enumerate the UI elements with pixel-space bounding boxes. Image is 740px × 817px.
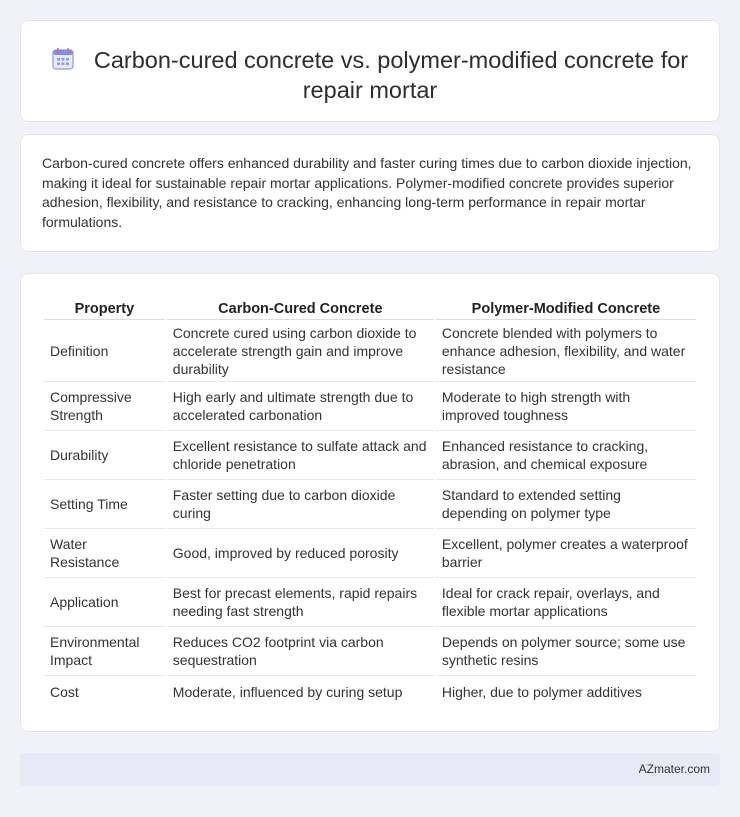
page-title: Carbon-cured concrete vs. polymer-modified concrete for repair mortar	[93, 47, 689, 103]
table-row	[44, 676, 696, 707]
row-polymer-modified: Moderate to high strength with improved toughness	[436, 382, 696, 431]
table-row	[44, 320, 696, 382]
row-property: Setting Time	[44, 480, 165, 529]
header-polymer-modified: Polymer-Modified Concrete	[436, 296, 696, 320]
table-row	[44, 382, 696, 431]
title-card	[20, 20, 720, 122]
row-property: Compressive Strength	[44, 382, 165, 431]
calendar-icon	[52, 47, 74, 69]
row-polymer-modified: Higher, due to polymer additives	[441, 683, 642, 700]
row-carbon-cured: Faster setting due to carbon dioxide curing	[167, 480, 434, 529]
footer-bar	[20, 753, 720, 786]
row-polymer-modified: Concrete blended with polymers to enhance adhesion, flexibility, and water resistance	[436, 320, 696, 382]
table-row	[44, 578, 696, 627]
page-title-wrap	[21, 45, 719, 105]
row-property: Cost	[50, 683, 79, 700]
row-polymer-modified: Excellent, polymer creates a waterproof barrier	[436, 529, 696, 578]
table-row	[44, 627, 696, 676]
row-polymer-modified: Standard to extended setting depending on polymer type	[436, 480, 696, 529]
intro-card	[20, 134, 720, 252]
comparison-table	[42, 296, 698, 707]
row-polymer-modified: Enhanced resistance to cracking, abrasion, and chemical exposure	[436, 431, 696, 480]
row-carbon-cured: High early and ultimate strength due to accelerated carbonation	[167, 382, 434, 431]
row-property: Environmental Impact	[44, 627, 165, 676]
table-card	[20, 273, 720, 732]
row-property: Application	[44, 578, 165, 627]
intro-paragraph: Carbon-cured concrete offers enhanced durability and faster curing times due to carbon dioxide injection, making it ideal for sustainable repair mortar applications. Polymer-modified concrete provides superior adhesion, flexibility, and resistance to cracking, enhancing long-term performance in repair mortar formulations.	[42, 155, 692, 230]
row-carbon-cured: Moderate, influenced by curing setup	[172, 683, 403, 700]
row-property: Definition	[44, 320, 165, 382]
table-row	[44, 431, 696, 480]
table-row	[44, 529, 696, 578]
row-carbon-cured: Best for precast elements, rapid repairs needing fast strength	[167, 578, 434, 627]
header-carbon-cured: Carbon-Cured Concrete	[167, 296, 434, 320]
row-property: Durability	[44, 431, 165, 480]
row-carbon-cured: Concrete cured using carbon dioxide to accelerate strength gain and improve durability	[167, 320, 434, 382]
row-carbon-cured: Reduces CO2 footprint via carbon sequestration	[167, 627, 434, 676]
row-polymer-modified: Depends on polymer source; some use synthetic resins	[436, 627, 696, 676]
row-polymer-modified: Ideal for crack repair, overlays, and flexible mortar applications	[436, 578, 696, 627]
table-row	[44, 480, 696, 529]
row-property: Water Resistance	[44, 529, 165, 578]
header-property: Property	[44, 296, 165, 320]
table-header-row	[44, 296, 696, 320]
row-carbon-cured: Excellent resistance to sulfate attack and chloride penetration	[167, 431, 434, 480]
row-carbon-cured: Good, improved by reduced porosity	[167, 529, 434, 578]
footer-site-link[interactable]: AZmater.com	[638, 762, 710, 776]
